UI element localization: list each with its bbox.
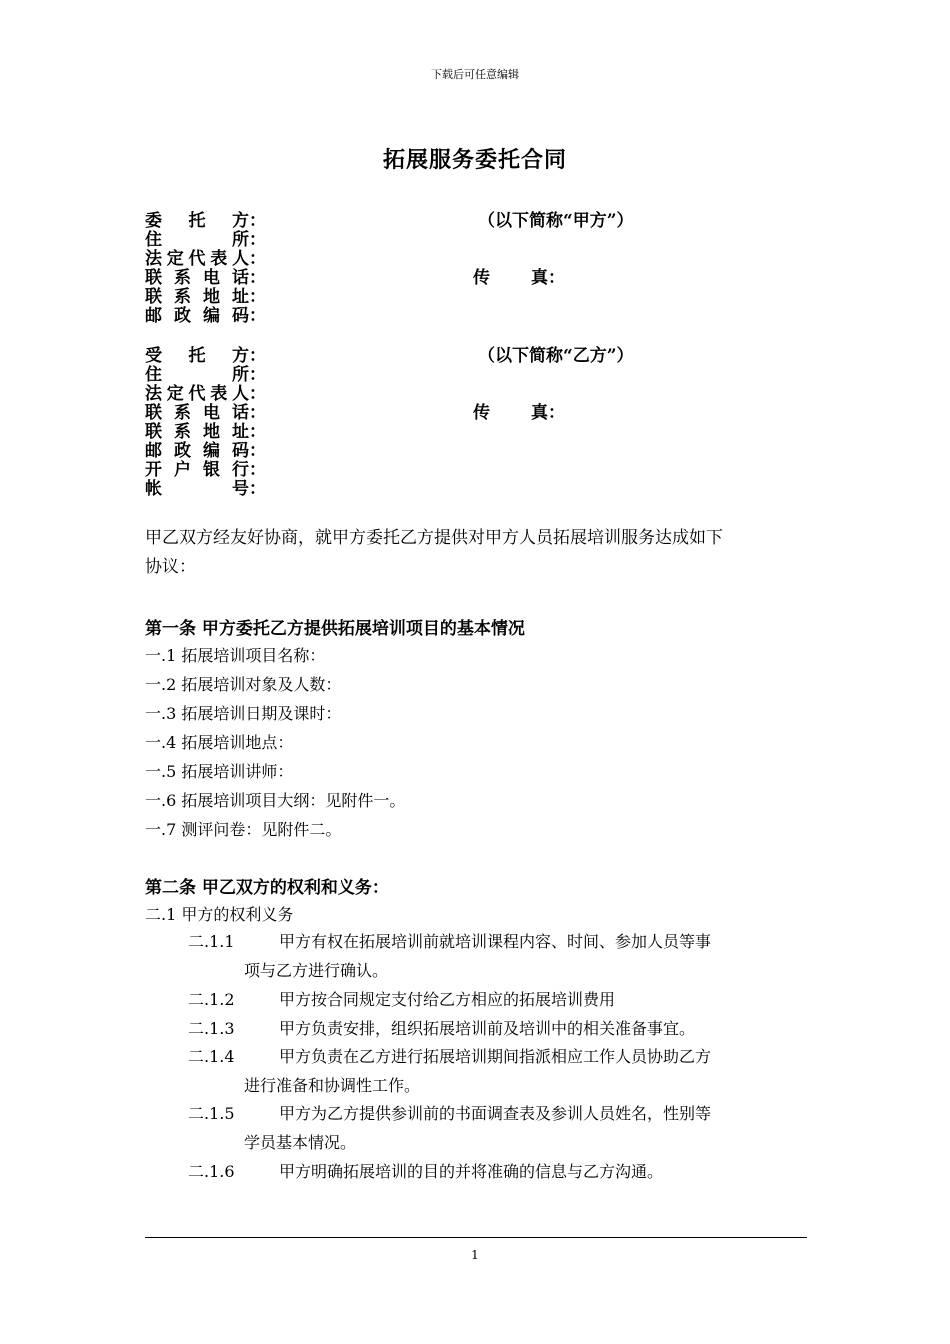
party-a-client-label: 委托方 bbox=[145, 211, 249, 231]
clause-number: 二.1.2 bbox=[188, 990, 235, 1009]
article-2-heading: 第二条 甲乙双方的权利和义务： bbox=[145, 878, 389, 898]
intro-line-2: 协议： bbox=[145, 557, 196, 577]
party-a-phone-label: 联系电话 bbox=[145, 268, 249, 288]
clause-number: 二.1.3 bbox=[188, 1019, 235, 1038]
intro-paragraph bbox=[145, 524, 807, 582]
clause-number: 二.1.6 bbox=[188, 1162, 235, 1181]
party-a-note: （以下简称“甲方”） bbox=[478, 211, 634, 231]
clause-text-continued: 学员基本情况。 bbox=[244, 1133, 357, 1152]
party-b-bank-label: 开户银行 bbox=[145, 460, 249, 480]
clause-text: 甲方负责在乙方进行拓展培训期间指派相应工作人员协助乙方 bbox=[279, 1047, 712, 1066]
party-b-phone-label: 联系电话 bbox=[145, 403, 249, 423]
footer-divider bbox=[145, 1237, 807, 1238]
party-b-address-label: 住所 bbox=[145, 365, 249, 385]
article-1-item: 一.1 拓展培训项目名称： bbox=[145, 646, 326, 665]
article-2-section: 二.1 甲方的权利义务 bbox=[145, 905, 294, 924]
article-1-item: 一.6 拓展培训项目大纲：见附件一。 bbox=[145, 791, 406, 810]
party-a-block: 委托方 ： （以下简称“甲方”） 住所 ： 法定代表人 ： 联系电话 ： 传真 ： 联系地址 ： 邮政编码 ： bbox=[145, 211, 634, 326]
clause-2-1-1 bbox=[188, 927, 808, 985]
page-number: 1 bbox=[471, 1248, 479, 1262]
clause-text-continued: 进行准备和协调性工作。 bbox=[244, 1076, 421, 1095]
party-b-rep-label: 法定代表人 bbox=[145, 384, 249, 404]
party-b-postal-label: 邮政编码 bbox=[145, 441, 249, 461]
party-b-block: 受托方 ： （以下简称“乙方”） 住所 ： 法定代表人 ： 联系电话 ： 传真 ： 联系地址 ： 邮政编码 ： 开户银行 ： 帐号 ： bbox=[145, 346, 634, 499]
party-b-contact-address-label: 联系地址 bbox=[145, 422, 249, 442]
party-a-contact-address-label: 联系地址 bbox=[145, 287, 249, 307]
article-1-item: 一.3 拓展培训日期及课时： bbox=[145, 704, 342, 723]
article-1-item: 一.2 拓展培训对象及人数： bbox=[145, 675, 342, 694]
contract-title: 拓展服务委托合同 bbox=[382, 147, 567, 173]
clause-text: 甲方为乙方提供参训前的书面调查表及参训人员姓名，性别等 bbox=[279, 1104, 712, 1123]
party-b-client-label: 受托方 bbox=[145, 346, 249, 366]
clause-text: 甲方负责安排，组织拓展培训前及培训中的相关准备事宜。 bbox=[279, 1019, 696, 1038]
clause-number: 二.1.1 bbox=[188, 932, 235, 951]
clause-2-1-5 bbox=[188, 1099, 808, 1157]
clause-2-1-3 bbox=[188, 1014, 808, 1043]
article-1-heading: 第一条 甲方委托乙方提供拓展培训项目的基本情况 bbox=[145, 619, 525, 639]
article-1-item: 一.7 测评问卷：见附件二。 bbox=[145, 820, 342, 839]
clause-text-continued: 项与乙方进行确认。 bbox=[244, 961, 389, 980]
article-1-item: 一.4 拓展培训地点： bbox=[145, 733, 294, 752]
clause-text: 甲方有权在拓展培训前就培训课程内容、时间、参加人员等事 bbox=[279, 932, 712, 951]
clause-number: 二.1.5 bbox=[188, 1104, 235, 1123]
party-a-postal-label: 邮政编码 bbox=[145, 306, 249, 326]
party-b-account-label: 帐号 bbox=[145, 479, 249, 499]
clause-2-1-4 bbox=[188, 1042, 808, 1100]
party-a-rep-label: 法定代表人 bbox=[145, 249, 249, 269]
party-a-address-label: 住所 bbox=[145, 230, 249, 250]
clause-2-1-6 bbox=[188, 1157, 808, 1186]
page-header: 下载后可任意编辑 bbox=[431, 68, 519, 81]
party-b-note: （以下简称“乙方”） bbox=[478, 346, 634, 366]
clause-2-1-2 bbox=[188, 985, 808, 1014]
article-1-item: 一.5 拓展培训讲师： bbox=[145, 762, 294, 781]
clause-text: 甲方明确拓展培训的目的并将准确的信息与乙方沟通。 bbox=[279, 1162, 664, 1181]
clause-text: 甲方按合同规定支付给乙方相应的拓展培训费用 bbox=[279, 990, 616, 1009]
intro-line-1: 甲乙双方经友好协商，就甲方委托乙方提供对甲方人员拓展培训服务达成如下 bbox=[145, 528, 723, 548]
party-b-fax-label: 传真 bbox=[473, 403, 548, 423]
party-a-fax-label: 传真 bbox=[473, 268, 548, 288]
clause-number: 二.1.4 bbox=[188, 1047, 235, 1066]
